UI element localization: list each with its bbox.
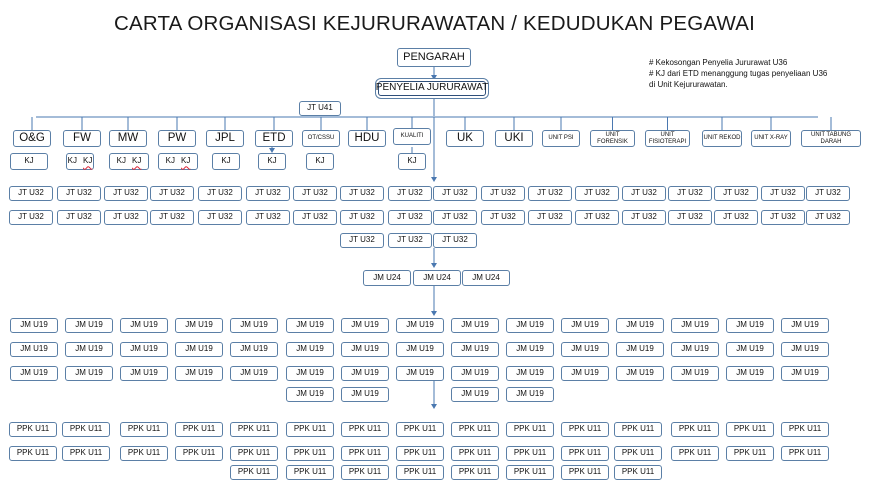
jt-u32-box: JT U32 (246, 186, 290, 201)
kj-box (10, 153, 48, 170)
unit-o-g: O&G (13, 130, 51, 147)
jt-u32-box: JT U32 (761, 186, 805, 201)
jm-u19-box: JM U19 (781, 318, 829, 333)
ppk-u11-box: PPK U11 (9, 422, 57, 437)
jt-u32-box: JT U32 (340, 186, 384, 201)
jm-u24-box: JM U24 (462, 270, 510, 286)
kj-box (158, 153, 198, 170)
ppk-u11-box: PPK U11 (286, 465, 334, 480)
ppk-u11-box: PPK U11 (396, 446, 444, 461)
jt-u32-box: JT U32 (198, 210, 242, 225)
jt-u32-box: JT U32 (388, 233, 432, 248)
ppk-u11-box: PPK U11 (120, 446, 168, 461)
ppk-u11-box: PPK U11 (614, 446, 662, 461)
jt-u32-box: JT U32 (340, 210, 384, 225)
jm-u19-box: JM U19 (506, 342, 554, 357)
jm-u19-box: JM U19 (175, 318, 223, 333)
ppk-u11-box: PPK U11 (451, 422, 499, 437)
ppk-u11-box: PPK U11 (230, 422, 278, 437)
kj-label: KJ (67, 156, 77, 166)
unit-unit-rekod: UNIT REKOD (702, 130, 742, 147)
kj-box (398, 153, 426, 170)
jm-u19-box: JM U19 (341, 318, 389, 333)
jm-u19-box: JM U19 (10, 318, 58, 333)
jm-u19-box: JM U19 (671, 342, 719, 357)
unit-mw: MW (109, 130, 147, 147)
ppk-u11-box: PPK U11 (781, 422, 829, 437)
jt-u32-box: JT U32 (668, 210, 712, 225)
ppk-u11-box: PPK U11 (396, 422, 444, 437)
jt-u32-box: JT U32 (57, 186, 101, 201)
kj-label: KJ (267, 156, 277, 166)
ppk-u11-box: PPK U11 (614, 465, 662, 480)
jt-u32-box: JT U32 (481, 186, 525, 201)
unit-unit-forensik: UNIT FORENSIK (590, 130, 635, 147)
jm-u19-box: JM U19 (671, 366, 719, 381)
jm-u19-box: JM U19 (120, 318, 168, 333)
jm-u19-box: JM U19 (120, 366, 168, 381)
jm-u19-box: JM U19 (726, 318, 774, 333)
jt-u32-box: JT U32 (481, 210, 525, 225)
jm-u19-box: JM U19 (616, 366, 664, 381)
jm-u19-box: JM U19 (286, 387, 334, 402)
ppk-u11-box: PPK U11 (506, 446, 554, 461)
jm-u24-box: JM U24 (413, 270, 461, 286)
arrow-head (431, 177, 437, 182)
jm-u19-box: JM U19 (230, 318, 278, 333)
jm-u19-box: JM U19 (396, 318, 444, 333)
unit-etd: ETD (255, 130, 293, 147)
jt-u32-box: JT U32 (388, 210, 432, 225)
unit-kualiti: KUALITI (393, 128, 431, 145)
ppk-u11-box: PPK U11 (9, 446, 57, 461)
unit-jpl: JPL (206, 130, 244, 147)
note-line-1: # Kekosongan Penyelia Jururawat U36 (649, 58, 788, 67)
ppk-u11-box: PPK U11 (671, 446, 719, 461)
jt-u32-box: JT U32 (9, 210, 53, 225)
ppk-u11-box: PPK U11 (506, 465, 554, 480)
ppk-u11-box: PPK U11 (286, 422, 334, 437)
kj-label: KJ (407, 156, 417, 166)
jt-u32-box: JT U32 (806, 186, 850, 201)
unit-unit-psi: UNIT PSI (542, 130, 580, 147)
jm-u19-box: JM U19 (65, 366, 113, 381)
kj-box (109, 153, 149, 170)
jm-u19-box: JM U19 (230, 342, 278, 357)
kj-label: KJ (165, 156, 175, 166)
jm-u19-box: JM U19 (230, 366, 278, 381)
ppk-u11-box: PPK U11 (561, 422, 609, 437)
ppk-u11-box: PPK U11 (341, 446, 389, 461)
jm-u19-box: JM U19 (10, 366, 58, 381)
jm-u19-box: JM U19 (10, 342, 58, 357)
jm-u19-box: JM U19 (451, 342, 499, 357)
arrow-head (431, 263, 437, 268)
ppk-u11-box: PPK U11 (175, 446, 223, 461)
jt-u32-box: JT U32 (575, 186, 619, 201)
jt-u32-box: JT U32 (150, 210, 194, 225)
jm-u19-box: JM U19 (781, 366, 829, 381)
ppk-u11-box: PPK U11 (396, 465, 444, 480)
ppk-u11-box: PPK U11 (781, 446, 829, 461)
jt-u32-box: JT U32 (433, 233, 477, 248)
ppk-u11-box: PPK U11 (62, 446, 110, 461)
jm-u19-box: JM U19 (286, 366, 334, 381)
ppk-u11-box: PPK U11 (62, 422, 110, 437)
ppk-u11-box: PPK U11 (506, 422, 554, 437)
jm-u19-box: JM U19 (616, 342, 664, 357)
jm-u19-box: JM U19 (506, 318, 554, 333)
kj-box (66, 153, 94, 170)
arrow-head (431, 404, 437, 409)
note-line-2: # KJ dari ETD menanggung tugas penyeliaan U36 (649, 69, 828, 78)
kj-box (306, 153, 334, 170)
head-box: PENGARAH (397, 48, 471, 67)
jm-u19-box: JM U19 (506, 366, 554, 381)
jm-u19-box: JM U19 (175, 366, 223, 381)
unit-unit-fisioterapi: UNIT FISIOTERAPI (645, 130, 690, 147)
jm-u19-box: JM U19 (451, 366, 499, 381)
unit-uki: UKI (495, 130, 533, 147)
jt-u32-box: JT U32 (104, 210, 148, 225)
jt-u32-box: JT U32 (293, 210, 337, 225)
jm-u19-box: JM U19 (286, 342, 334, 357)
jt-u32-box: JT U32 (433, 186, 477, 201)
kj-label: KJ (315, 156, 325, 166)
ppk-u11-box: PPK U11 (451, 446, 499, 461)
jt-u32-box: JT U32 (340, 233, 384, 248)
jm-u19-box: JM U19 (341, 342, 389, 357)
jt-u32-box: JT U32 (714, 210, 758, 225)
penyelia-box: PENYELIA JURURAWAT (378, 81, 486, 96)
jt-u32-box: JT U32 (57, 210, 101, 225)
note-line-3: di Unit Kejururawatan. (649, 80, 728, 89)
jm-u19-box: JM U19 (781, 342, 829, 357)
unit-unit-x-ray: UNIT X-RAY (751, 130, 791, 147)
chart-title: CARTA ORGANISASI KEJURURAWATAN / KEDUDUKAN PEGAWAI (113, 12, 756, 35)
jm-u19-box: JM U19 (286, 318, 334, 333)
ppk-u11-box: PPK U11 (341, 465, 389, 480)
jm-u19-box: JM U19 (175, 342, 223, 357)
unit-fw: FW (63, 130, 101, 147)
unit-uk: UK (446, 130, 484, 147)
kj-label: KJ (116, 156, 126, 166)
kj-label: KJ (221, 156, 231, 166)
jm-u19-box: JM U19 (616, 318, 664, 333)
unit-hdu: HDU (348, 130, 386, 147)
unit-unit-tabung-darah: UNIT TABUNG DARAH (801, 130, 861, 147)
ppk-u11-box: PPK U11 (120, 422, 168, 437)
kj-label: KJ (181, 156, 191, 166)
unit-pw: PW (158, 130, 196, 147)
jt-u32-box: JT U32 (714, 186, 758, 201)
jm-u19-box: JM U19 (506, 387, 554, 402)
jm-u19-box: JM U19 (561, 366, 609, 381)
arrow-head (431, 75, 437, 80)
jt-u32-box: JT U32 (806, 210, 850, 225)
ppk-u11-box: PPK U11 (286, 446, 334, 461)
kj-box (212, 153, 240, 170)
jm-u19-box: JM U19 (396, 342, 444, 357)
jt-u32-box: JT U32 (104, 186, 148, 201)
jt-u32-box: JT U32 (622, 210, 666, 225)
ppk-u11-box: PPK U11 (561, 465, 609, 480)
ppk-u11-box: PPK U11 (671, 422, 719, 437)
arrow-head (431, 311, 437, 316)
jt-u32-box: JT U32 (198, 186, 242, 201)
jm-u19-box: JM U19 (120, 342, 168, 357)
jm-u19-box: JM U19 (451, 387, 499, 402)
kj-label: KJ (83, 156, 93, 166)
jt-u32-box: JT U32 (761, 210, 805, 225)
jt-u32-box: JT U32 (388, 186, 432, 201)
ppk-u11-box: PPK U11 (230, 446, 278, 461)
jt-u32-box: JT U32 (528, 210, 572, 225)
jt-u32-box: JT U32 (293, 186, 337, 201)
jm-u19-box: JM U19 (65, 318, 113, 333)
jm-u19-box: JM U19 (65, 342, 113, 357)
ppk-u11-box: PPK U11 (726, 422, 774, 437)
jt-u32-box: JT U32 (528, 186, 572, 201)
jm-u19-box: JM U19 (561, 342, 609, 357)
ppk-u11-box: PPK U11 (341, 422, 389, 437)
ppk-u11-box: PPK U11 (614, 422, 662, 437)
jm-u19-box: JM U19 (726, 342, 774, 357)
kj-box (258, 153, 286, 170)
jt-u32-box: JT U32 (246, 210, 290, 225)
jm-u19-box: JM U19 (341, 387, 389, 402)
jm-u19-box: JM U19 (451, 318, 499, 333)
ppk-u11-box: PPK U11 (561, 446, 609, 461)
ppk-u11-box: PPK U11 (726, 446, 774, 461)
jm-u19-box: JM U19 (341, 366, 389, 381)
jm-u19-box: JM U19 (561, 318, 609, 333)
jm-u19-box: JM U19 (671, 318, 719, 333)
jm-u19-box: JM U19 (396, 366, 444, 381)
ppk-u11-box: PPK U11 (451, 465, 499, 480)
jm-u19-box: JM U19 (726, 366, 774, 381)
notes (649, 57, 827, 90)
jt-u32-box: JT U32 (433, 210, 477, 225)
jt-u32-box: JT U32 (9, 186, 53, 201)
unit-ot-cssu: OT/CSSU (302, 130, 340, 147)
jt-u41-box: JT U41 (299, 101, 341, 116)
kj-label: KJ (24, 156, 34, 166)
jt-u32-box: JT U32 (668, 186, 712, 201)
jt-u32-box: JT U32 (622, 186, 666, 201)
jt-u32-box: JT U32 (575, 210, 619, 225)
ppk-u11-box: PPK U11 (175, 422, 223, 437)
kj-label: KJ (132, 156, 142, 166)
jm-u24-box: JM U24 (363, 270, 411, 286)
jt-u32-box: JT U32 (150, 186, 194, 201)
ppk-u11-box: PPK U11 (230, 465, 278, 480)
